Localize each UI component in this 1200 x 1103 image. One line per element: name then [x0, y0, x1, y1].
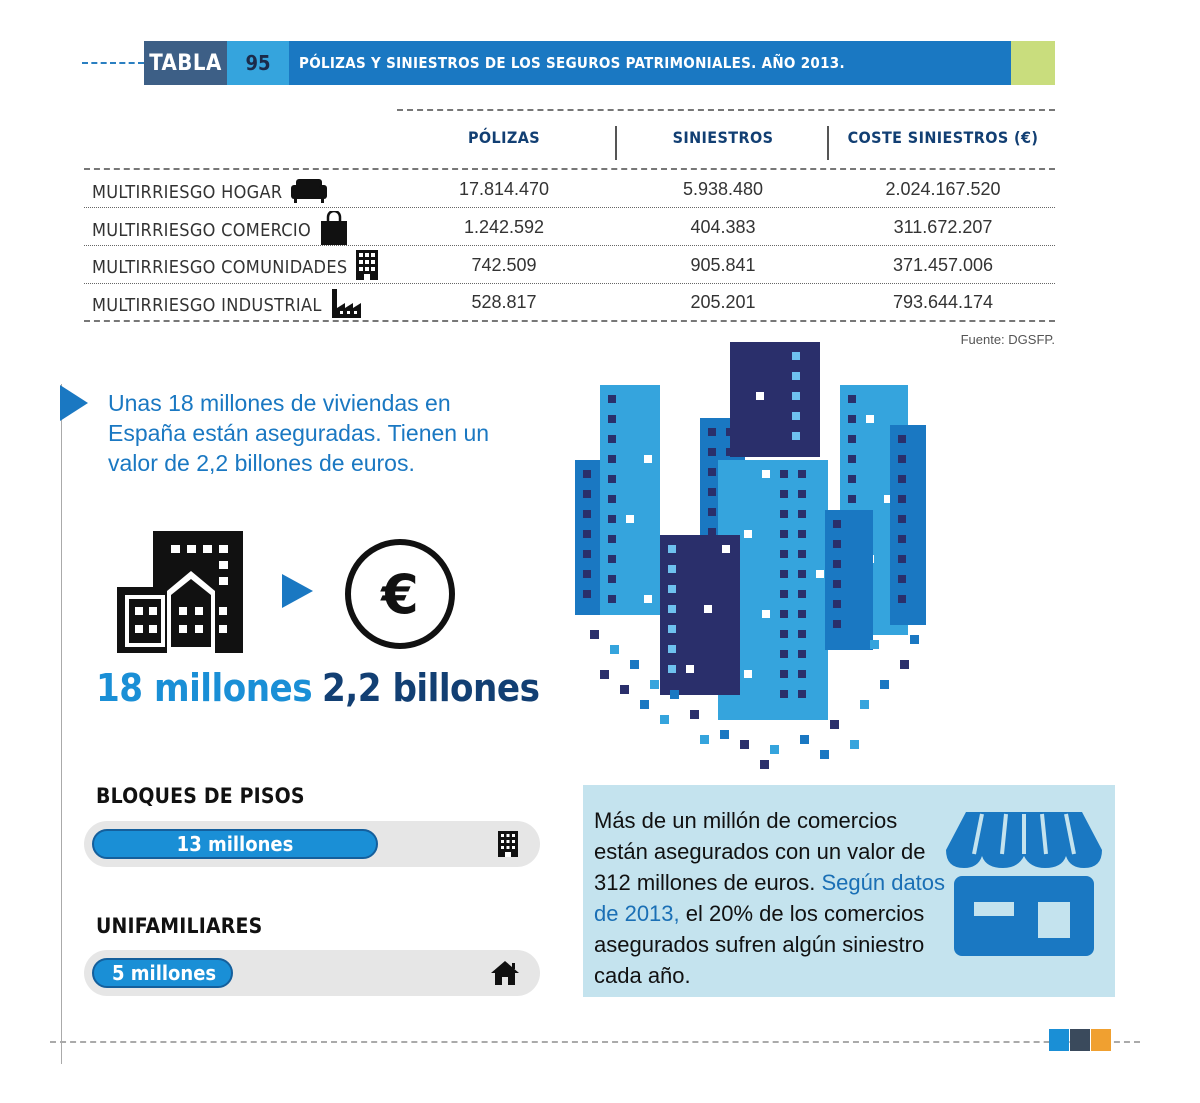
window-square — [798, 470, 806, 478]
commerce-info-text — [594, 805, 954, 991]
cell-siniestros: 5.938.480 — [682, 179, 764, 199]
window-square — [848, 455, 856, 463]
table-header-rule — [84, 168, 1055, 170]
sofa-icon — [290, 177, 328, 208]
window-square — [798, 650, 806, 658]
window-square — [798, 630, 806, 638]
window-square — [708, 448, 716, 456]
window-square — [668, 665, 676, 673]
window-square — [898, 475, 906, 483]
pixel-square — [870, 640, 879, 649]
bar-title: UNIFAMILIARES — [96, 914, 263, 938]
window-square — [792, 432, 800, 440]
col-header-coste: COSTE SINIESTROS (€) — [847, 128, 1039, 147]
window-square — [608, 455, 616, 463]
window-square — [833, 620, 841, 628]
cell-polizas: 528.817 — [471, 292, 537, 312]
houses-icon — [115, 527, 247, 662]
window-square — [780, 570, 788, 578]
window-square — [608, 475, 616, 483]
window-square — [668, 545, 676, 553]
pixel-square — [650, 680, 659, 689]
window-square — [792, 372, 800, 380]
window-square — [798, 690, 806, 698]
pixel-square — [690, 710, 699, 719]
window-square — [780, 610, 788, 618]
window-square — [780, 650, 788, 658]
window-square — [798, 610, 806, 618]
window-square — [816, 570, 824, 578]
cell-coste: 371.457.006 — [892, 255, 994, 275]
window-square — [708, 488, 716, 496]
window-square — [708, 468, 716, 476]
window-square — [780, 590, 788, 598]
col-separator — [615, 126, 617, 160]
window-square — [644, 595, 652, 603]
window-square — [898, 555, 906, 563]
table-header-bar — [144, 41, 1055, 85]
table-source: Fuente: DGSFP. — [960, 332, 1055, 347]
cell-polizas: 742.509 — [471, 255, 537, 275]
pixel-square — [610, 645, 619, 654]
window-square — [780, 690, 788, 698]
table-bottom-rule — [84, 320, 1055, 322]
euro-icon — [343, 537, 457, 656]
row-label: MULTIRRIESGO COMERCIO — [92, 220, 311, 241]
header-accent-block — [1011, 41, 1055, 85]
triangle-arrow-icon — [282, 574, 313, 608]
pixel-square — [760, 760, 769, 769]
pixel-square — [830, 720, 839, 729]
window-square — [626, 515, 634, 523]
progress-fill: 13 millones — [92, 829, 378, 859]
pixel-square — [900, 660, 909, 669]
window-square — [833, 580, 841, 588]
window-square — [792, 412, 800, 420]
window-square — [608, 555, 616, 563]
col-header-polizas: PÓLIZAS — [467, 128, 541, 147]
window-square — [722, 545, 730, 553]
factory-icon — [330, 287, 362, 324]
window-square — [848, 495, 856, 503]
window-square — [848, 475, 856, 483]
window-square — [798, 490, 806, 498]
window-square — [898, 455, 906, 463]
window-square — [583, 510, 591, 518]
header-dash-line — [82, 62, 144, 64]
apartment-building-icon — [497, 830, 519, 863]
window-square — [798, 590, 806, 598]
col-separator — [827, 126, 829, 160]
pixel-square — [740, 740, 749, 749]
window-square — [608, 595, 616, 603]
homes-stat: 18 millones — [96, 666, 313, 710]
window-square — [583, 470, 591, 478]
pixel-square — [660, 715, 669, 724]
window-square — [898, 575, 906, 583]
table-number: 95 — [227, 41, 289, 85]
city-skyline-illustration — [570, 340, 930, 770]
window-square — [898, 595, 906, 603]
window-square — [798, 510, 806, 518]
window-square — [898, 535, 906, 543]
window-square — [668, 645, 676, 653]
window-square — [608, 575, 616, 583]
window-square — [608, 395, 616, 403]
cell-siniestros: 404.383 — [690, 217, 756, 237]
window-square — [583, 530, 591, 538]
table-title: PÓLIZAS Y SINIESTROS DE LOS SEGUROS PATRIMONIALES. AÑO 2013. — [289, 41, 1011, 85]
window-square — [762, 610, 770, 618]
window-square — [608, 495, 616, 503]
svg-text:€: € — [381, 563, 419, 626]
window-square — [583, 570, 591, 578]
table-row — [92, 287, 362, 324]
cell-coste: 793.644.174 — [892, 292, 994, 312]
window-square — [583, 490, 591, 498]
window-square — [608, 415, 616, 423]
window-square — [848, 415, 856, 423]
progress-fill: 5 millones — [92, 958, 233, 988]
cell-siniestros: 205.201 — [690, 292, 756, 312]
row-divider — [84, 207, 1055, 208]
window-square — [792, 352, 800, 360]
table-top-rule — [397, 109, 1055, 111]
window-square — [798, 670, 806, 678]
window-square — [866, 415, 874, 423]
window-square — [583, 590, 591, 598]
window-square — [668, 605, 676, 613]
pixel-square — [800, 735, 809, 744]
window-square — [780, 510, 788, 518]
window-square — [644, 455, 652, 463]
window-square — [583, 550, 591, 558]
building-shape — [730, 342, 820, 457]
vertical-guide-line — [61, 384, 62, 1064]
info-text-tail: el 20% de los comercios asegurados sufren algún siniestro cada año. — [594, 901, 925, 988]
window-square — [898, 515, 906, 523]
pixel-square — [820, 750, 829, 759]
window-square — [833, 600, 841, 608]
row-label: MULTIRRIESGO HOGAR — [92, 182, 283, 203]
footer-square — [1049, 1029, 1069, 1051]
window-square — [898, 495, 906, 503]
pixel-square — [850, 740, 859, 749]
triangle-marker-icon — [60, 385, 88, 421]
building-shape — [890, 425, 926, 625]
window-square — [708, 508, 716, 516]
window-square — [744, 530, 752, 538]
cell-polizas: 1.242.592 — [463, 217, 545, 237]
pixel-square — [880, 680, 889, 689]
info-text-plain: Más de un millón de comercios están asegurados con un valor de 312 millones de euros. — [594, 808, 926, 895]
tabla-label: TABLA — [144, 41, 227, 85]
pixel-square — [620, 685, 629, 694]
window-square — [833, 520, 841, 528]
pixel-square — [700, 735, 709, 744]
window-square — [798, 530, 806, 538]
window-square — [744, 670, 752, 678]
house-icon — [490, 960, 520, 991]
window-square — [780, 630, 788, 638]
building-icon — [355, 249, 379, 286]
window-square — [756, 392, 764, 400]
cell-siniestros: 905.841 — [690, 255, 756, 275]
bar-title: BLOQUES DE PISOS — [96, 784, 305, 808]
row-divider — [84, 283, 1055, 284]
lead-text: Unas 18 millones de viviendas en España están aseguradas. Tienen un valor de 2,2 billones de euros. — [108, 390, 490, 476]
window-square — [798, 570, 806, 578]
window-square — [708, 428, 716, 436]
row-divider — [84, 245, 1055, 246]
pixel-square — [860, 700, 869, 709]
table-row — [92, 177, 328, 208]
window-square — [668, 565, 676, 573]
window-square — [833, 540, 841, 548]
storefront-icon — [944, 810, 1104, 965]
window-square — [608, 435, 616, 443]
window-square — [608, 535, 616, 543]
building-shape — [825, 510, 873, 650]
value-stat: 2,2 billones — [322, 666, 540, 710]
window-square — [780, 470, 788, 478]
window-square — [798, 550, 806, 558]
pixel-square — [640, 700, 649, 709]
row-label: MULTIRRIESGO INDUSTRIAL — [92, 295, 322, 316]
pixel-square — [910, 635, 919, 644]
window-square — [708, 528, 716, 536]
pixel-square — [590, 630, 599, 639]
cell-coste: 311.672.207 — [893, 217, 993, 237]
footer-dash-line — [50, 1041, 1140, 1043]
pixel-square — [720, 730, 729, 739]
window-square — [780, 670, 788, 678]
window-square — [780, 550, 788, 558]
table-row — [92, 249, 379, 286]
window-square — [686, 665, 694, 673]
window-square — [833, 560, 841, 568]
window-square — [762, 470, 770, 478]
row-label: MULTIRRIESGO COMUNIDADES — [92, 257, 348, 278]
footer-square — [1091, 1029, 1111, 1051]
window-square — [780, 530, 788, 538]
window-square — [608, 515, 616, 523]
pixel-square — [600, 670, 609, 679]
footer-square — [1070, 1029, 1090, 1051]
window-square — [668, 585, 676, 593]
window-square — [704, 605, 712, 613]
window-square — [848, 435, 856, 443]
window-square — [780, 490, 788, 498]
col-header-siniestros: SINIESTROS — [672, 128, 774, 147]
cell-coste: 2.024.167.520 — [885, 179, 1001, 199]
pixel-square — [770, 745, 779, 754]
window-square — [668, 625, 676, 633]
cell-polizas: 17.814.470 — [458, 179, 550, 199]
info-text-highlight: Según datos de 2013, — [594, 870, 946, 926]
window-square — [898, 435, 906, 443]
pixel-square — [630, 660, 639, 669]
pixel-square — [670, 690, 679, 699]
window-square — [848, 395, 856, 403]
window-square — [792, 392, 800, 400]
